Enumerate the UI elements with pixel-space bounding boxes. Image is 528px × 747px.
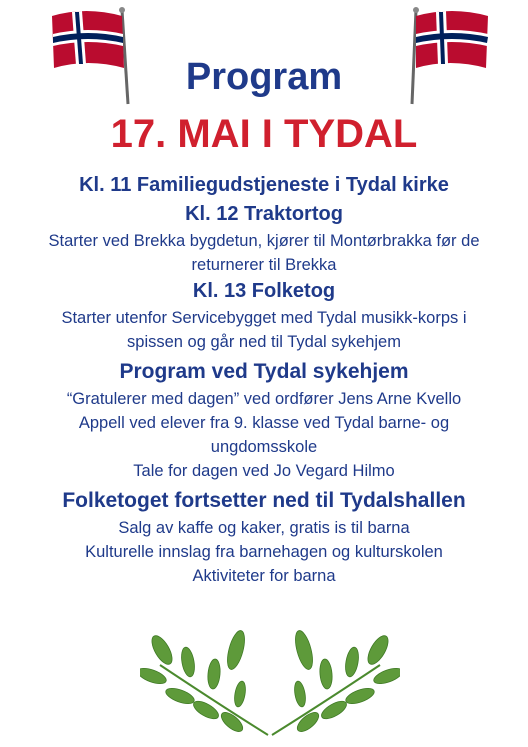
section-line: spissen og går ned til Tydal sykehjem (127, 333, 401, 351)
section-line: Kulturelle innslag fra barnehagen og kulturskolen (85, 543, 443, 561)
section-heading-folketog: Kl. 13 Folketog (192, 280, 336, 302)
section-heading-tydalshallen: Folketoget fortsetter ned til Tydalshallen (62, 489, 466, 512)
olive-branch-icon (140, 610, 400, 740)
section-heading-gudstjeneste: Kl. 11 Familiegudstjeneste i Tydal kirke (79, 174, 449, 196)
section-line: Starter ved Brekka bygdetun, kjører til Montørbrakka før de (48, 232, 480, 250)
section-line: ungdomsskole (210, 438, 318, 456)
section-line: Tale for dagen ved Jo Vegard Hilmo (133, 462, 395, 480)
section-line: Salg av kaffe og kaker, gratis is til barna (118, 519, 410, 537)
section-heading-traktortog: Kl. 12 Traktortog (185, 203, 343, 225)
page-subtitle: 17. MAI I TYDAL (110, 112, 418, 156)
section-line: Appell ved elever fra 9. klasse ved Tydal barne- og (78, 414, 450, 432)
section-line: Starter utenfor Servicebygget med Tydal musikk-korps i (61, 309, 467, 327)
section-line: “Gratulerer med dagen” ved ordfører Jens Arne Kvello (66, 390, 462, 408)
section-line: returnerer til Brekka (191, 256, 337, 274)
page-title: Program (185, 56, 343, 98)
program-content (10, 171, 518, 588)
section-heading-sykehjem: Program ved Tydal sykehjem (119, 360, 409, 383)
section-line: Aktiviteter for barna (192, 567, 336, 585)
